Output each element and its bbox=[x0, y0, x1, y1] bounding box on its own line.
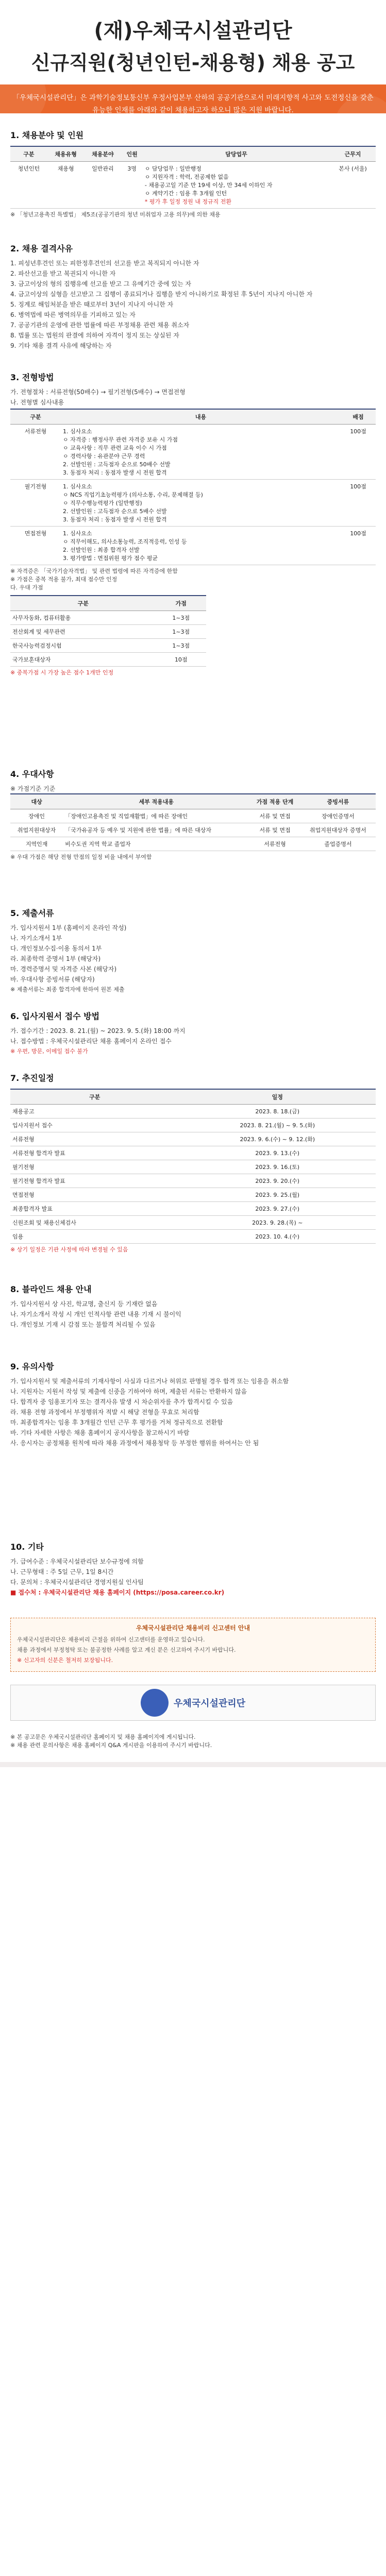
list-item: 가. 입사지원서 상 사진, 학교명, 출신지 등 기재란 없음 bbox=[10, 1300, 158, 1308]
application-method: 나. 접수방법 : 우체국시설관리단 채용 홈페이지 온라인 접수 bbox=[10, 1038, 172, 1045]
table-cell: 2023. 9. 25.(월) bbox=[179, 1188, 376, 1202]
table-cell: 장애인증명서 bbox=[300, 809, 376, 823]
table-header: 담당업무 bbox=[143, 146, 330, 162]
table-cell: 전산회계 및 세무관련 bbox=[10, 625, 156, 639]
table-cell: 필기전형 bbox=[10, 1160, 179, 1174]
table-cell: 100점 bbox=[341, 480, 376, 527]
content-line: 2. 선발인원 : 고득점자 순으로 5배수 선발 bbox=[63, 508, 167, 515]
table-cell: 지역인재 bbox=[10, 837, 63, 851]
org-logo-text: 우체국시설관리단 bbox=[173, 1698, 246, 1709]
intro-banner bbox=[0, 84, 386, 113]
title-line2 bbox=[0, 44, 386, 75]
table-cell: 임용 bbox=[10, 1230, 179, 1244]
table-cell: 일반관리 bbox=[85, 162, 122, 209]
table-cell: 최종합격자 발표 bbox=[10, 1202, 179, 1216]
table-row bbox=[10, 1105, 376, 1118]
list-item: 6. 병역법에 따른 병역의무를 기피하고 있는 자 bbox=[10, 311, 136, 318]
table-cell bbox=[61, 425, 341, 480]
table-cell: 채용공고 bbox=[10, 1105, 179, 1118]
table-header: 대상 bbox=[10, 794, 63, 809]
table-row bbox=[10, 425, 376, 480]
table-row bbox=[10, 1216, 376, 1230]
table-cell: 2023. 9. 20.(수) bbox=[179, 1174, 376, 1188]
section-note: ※ 우대 가점은 해당 전형 만점의 일정 비율 내에서 부여함 bbox=[10, 854, 152, 860]
list-item: 바. 기타 자세한 사항은 채용 홈페이지 공지사항을 참고하시기 바람 bbox=[10, 1429, 190, 1436]
table-cell: 10점 bbox=[156, 653, 207, 667]
selection-sub: 나. 전형별 심사내용 bbox=[10, 399, 64, 406]
content-line: ㅇ 직무수행능력평가 (일반행정) bbox=[63, 500, 142, 506]
table-cell: 2023. 8. 18.(금) bbox=[179, 1105, 376, 1118]
content-line: 2. 선발인원 : 고득점자 순으로 50배수 선발 bbox=[63, 461, 171, 468]
section-title: 6. 입사지원서 접수 방법 bbox=[10, 1011, 100, 1021]
section-title: 10. 기타 bbox=[10, 1542, 44, 1552]
table-cell: 2023. 9. 28.(목) ~ bbox=[179, 1216, 376, 1230]
infobox-title: 우체국시설관리단 채용비리 신고센터 안내 bbox=[136, 1624, 250, 1632]
preferences-table bbox=[10, 793, 376, 851]
table-header: 배점 bbox=[341, 409, 376, 425]
table-row bbox=[10, 823, 376, 837]
table-cell: 서류 및 면접 bbox=[249, 809, 300, 823]
list-item: 가. 입사지원서 1부 (홈페이지 온라인 작성) bbox=[10, 924, 127, 931]
table-cell: 서류 및 면접 bbox=[249, 823, 300, 837]
table-header: 일정 bbox=[179, 1089, 376, 1105]
section-note: ※ 자격증은 「국가기술자격법」 및 관련 법령에 따른 자격증에 한함 bbox=[10, 568, 178, 574]
table-cell: 필기전형 합격자 발표 bbox=[10, 1174, 179, 1188]
table-cell bbox=[61, 480, 341, 527]
list-item: 5. 징계로 해임처분을 받은 때로부터 3년이 지나지 아니한 자 bbox=[10, 301, 174, 308]
table-row bbox=[10, 1230, 376, 1244]
list-item: 바. 우대사항 증빙서류 (해당자) bbox=[10, 976, 95, 983]
list-item: 7. 공공기관의 운영에 관한 법률에 따른 부정채용 관련 채용 취소자 bbox=[10, 321, 190, 329]
duty-line: ㅇ 담당업무 : 일반행정 bbox=[144, 165, 202, 172]
table-header: 채용분야 bbox=[85, 146, 122, 162]
section-title: 7. 추진일정 bbox=[10, 1073, 54, 1083]
table-header: 구분 bbox=[10, 146, 47, 162]
table-cell: 2023. 9. 13.(수) bbox=[179, 1146, 376, 1160]
table-cell: 서류전형 합격자 발표 bbox=[10, 1146, 179, 1160]
content-line: 1. 심사요소 bbox=[63, 428, 92, 435]
table-cell: 2023. 8. 21.(월) ~ 9. 5.(화) bbox=[179, 1118, 376, 1132]
table-cell bbox=[61, 527, 341, 565]
footer-notes bbox=[10, 1731, 376, 1750]
duty-line: * 평가 후 일정 정원 내 정규직 전환 bbox=[144, 198, 231, 205]
table-cell: 2023. 9. 27.(수) bbox=[179, 1202, 376, 1216]
table-cell: 면접전형 bbox=[10, 1188, 179, 1202]
table-row bbox=[10, 1160, 376, 1174]
table-cell bbox=[143, 162, 330, 209]
table-row bbox=[10, 625, 206, 639]
section-title: 3. 전형방법 bbox=[10, 372, 54, 382]
section-precautions bbox=[10, 1360, 376, 1449]
section-others bbox=[10, 1540, 376, 1599]
footer-divider bbox=[0, 1762, 386, 1767]
section-note: ※ 중복가점 시 가장 높은 점수 1개만 인정 bbox=[10, 669, 114, 676]
selection-table bbox=[10, 409, 376, 565]
section-positions bbox=[10, 129, 376, 219]
table-cell: 서류전형 bbox=[10, 425, 61, 480]
table-row bbox=[10, 1118, 376, 1132]
table-row bbox=[10, 1132, 376, 1146]
section-note: ※ 제출서류는 최종 합격자에 한하여 원본 제출 bbox=[10, 986, 125, 993]
section-note: ※ 「청년고용촉진 특별법」 제5조(공공기관의 청년 미취업자 고용 의무)에 의한 채용 bbox=[10, 211, 221, 218]
list-item: 사. 응시자는 공정채용 원칙에 따라 채용 과정에서 채용청탁 등 부정한 행위를 하여서는 안 됨 bbox=[10, 1439, 259, 1447]
table-cell: 100점 bbox=[341, 527, 376, 565]
table-cell: 「국가유공자 등 예우 및 지원에 관한 법률」에 따른 대상자 bbox=[63, 823, 249, 837]
table-row bbox=[10, 1174, 376, 1188]
section-blind bbox=[10, 1283, 376, 1331]
list-item: 가. 입사지원서 및 제출서류의 기재사항이 사실과 다르거나 허위로 판명될 경우 합격 또는 임용을 취소함 bbox=[10, 1378, 289, 1385]
table-header: 구분 bbox=[10, 409, 61, 425]
footer-note: ※ 채용 관련 문의사항은 채용 홈페이지 Q&A 게시판을 이용하여 주시기 바랍니다. bbox=[10, 1742, 212, 1749]
section-note: ※ 상기 일정은 기관 사정에 따라 변경될 수 있음 bbox=[10, 1246, 128, 1253]
table-cell: 2023. 9. 16.(토) bbox=[179, 1160, 376, 1174]
content-line: ㅇ 교육사항 : 직무 관련 교육 이수 시 가점 bbox=[63, 445, 167, 451]
application-url-highlight[interactable]: ■ 접수처 : 우체국시설관리단 채용 홈페이지 (https://posa.career.co.kr) bbox=[10, 1589, 225, 1596]
title-line2-post: ) 채용 공고 bbox=[256, 52, 355, 74]
selection-flow: 가. 전형절차 : 서류전형(50배수) → 필기전형(5배수) → 면접전형 bbox=[10, 388, 186, 396]
list-item: 8. 법률 또는 법원의 판결에 의하여 자격이 정지 또는 상실된 자 bbox=[10, 332, 179, 339]
table-row bbox=[10, 1202, 376, 1216]
list-item: 다. 개인정보수집·이용 동의서 1부 bbox=[10, 945, 102, 952]
duty-line: ㅇ 지원자격 : 학력, 전공제한 없음 bbox=[144, 174, 229, 180]
content-line: ㅇ 직무이해도, 의사소통능력, 조직적응력, 인성 등 bbox=[63, 538, 187, 545]
list-item: 가. 급여수준 : 우체국시설관리단 보수규정에 의함 bbox=[10, 1558, 144, 1565]
table-header: 근무지 bbox=[330, 146, 376, 162]
table-header: 세부 적용내용 bbox=[63, 794, 249, 809]
table-cell: 2023. 10. 4.(수) bbox=[179, 1230, 376, 1244]
table-cell: 1~3점 bbox=[156, 611, 207, 625]
title-line1: (재)우체국시설관리단 bbox=[94, 19, 292, 43]
table-cell: 사무자동화, 컴퓨터활용 bbox=[10, 611, 156, 625]
table-header: 채용유형 bbox=[47, 146, 85, 162]
table-cell: 청년인턴 bbox=[10, 162, 47, 209]
positions-table bbox=[10, 146, 376, 209]
content-line: ㅇ 경력사항 : 유관분야 근무 경력 bbox=[63, 453, 145, 460]
table-cell: 서류전형 bbox=[10, 1132, 179, 1146]
section-disqualifications bbox=[10, 242, 376, 352]
report-center-box bbox=[10, 1618, 376, 1672]
title-line2-paren: 청년인턴-채용형 bbox=[115, 52, 257, 74]
section-preferences bbox=[10, 768, 376, 861]
table-header: 내용 bbox=[61, 409, 341, 425]
content-line: ㅇ 자격증 : 행정사무 관련 자격증 보유 시 가점 bbox=[63, 436, 178, 443]
section-title: 9. 유의사항 bbox=[10, 1362, 54, 1371]
table-header: 구분 bbox=[10, 596, 156, 611]
list-item: 나. 근무형태 : 주 5일 근무, 1일 8시간 bbox=[10, 1568, 114, 1575]
table-row bbox=[10, 162, 376, 209]
title-line2-pre: 신규직원( bbox=[31, 52, 116, 74]
table-row bbox=[10, 1146, 376, 1160]
content-line: 3. 동점자 처리 : 동점자 발생 시 전원 합격 bbox=[63, 469, 167, 476]
list-item: 다. 개인정보 기재 시 감점 또는 불합격 처리될 수 있음 bbox=[10, 1321, 156, 1328]
infobox-line: ※ 신고자의 신분은 철저히 보장됩니다. bbox=[17, 1657, 113, 1664]
content-line: 2. 선발인원 : 최종 합격자 선발 bbox=[63, 547, 140, 553]
content-line: 1. 심사요소 bbox=[63, 530, 92, 537]
table-header: 구분 bbox=[10, 1089, 179, 1105]
table-cell: 취업지원대상자 bbox=[10, 823, 63, 837]
schedule-table bbox=[10, 1089, 376, 1244]
content-line: 1. 심사요소 bbox=[63, 483, 92, 490]
list-item: 다. 문의처 : 우체국시설관리단 경영지원실 인사팀 bbox=[10, 1579, 144, 1586]
section-title: 5. 제출서류 bbox=[10, 908, 54, 918]
section-title: 1. 채용분야 및 인원 bbox=[10, 130, 84, 140]
table-row bbox=[10, 480, 376, 527]
section-title: 8. 블라인드 채용 안내 bbox=[10, 1284, 92, 1294]
list-item: 다. 합격자 중 임용포기자 또는 결격사유 발생 시 차순위자를 추가 합격시킬 수 있음 bbox=[10, 1398, 233, 1405]
table-row bbox=[10, 611, 206, 625]
banner-circle-decoration bbox=[0, 84, 46, 113]
table-cell: 면접전형 bbox=[10, 527, 61, 565]
table-cell: 본사 (서울) bbox=[330, 162, 376, 209]
table-cell: 비수도권 지역 학교 졸업자 bbox=[63, 837, 249, 851]
table-row bbox=[10, 837, 376, 851]
table-cell: 한국사능력검정시험 bbox=[10, 639, 156, 653]
bonus-table bbox=[10, 595, 206, 667]
list-item: 3. 금고이상의 형의 집행유예 선고를 받고 그 유예기간 중에 있는 자 bbox=[10, 280, 191, 287]
banner-text: 「우체국시설관리단」은 과학기술정보통신부 우정사업본부 산하의 공공기관으로서 미래지향적 사고와 도전정신을 갖춘 유능한 인재를 아래와 같이 채용하고자 하오니 많은 지원 바랍니다. bbox=[12, 94, 374, 113]
notice-header bbox=[0, 0, 386, 113]
table-header: 가점 적용 단계 bbox=[249, 794, 300, 809]
table-cell: 1~3점 bbox=[156, 639, 207, 653]
section-selection bbox=[10, 371, 376, 677]
table-cell: 입사지원서 접수 bbox=[10, 1118, 179, 1132]
section-documents bbox=[10, 907, 376, 995]
table-cell: 서류전형 bbox=[249, 837, 300, 851]
section-title: 4. 우대사항 bbox=[10, 769, 54, 779]
section-application bbox=[10, 1010, 376, 1057]
footer-note: ※ 본 공고문은 우체국시설관리단 홈페이지 및 채용 홈페이지에 게시됩니다. bbox=[10, 1734, 196, 1740]
section-note: ※ 가점은 중복 적용 불가, 최대 점수만 인정 bbox=[10, 576, 118, 583]
table-header: 인원 bbox=[121, 146, 143, 162]
table-cell: 3명 bbox=[121, 162, 143, 209]
list-item: 마. 최종합격자는 임용 후 3개월간 인턴 근무 후 평가를 거쳐 정규직으로 전환함 bbox=[10, 1419, 223, 1426]
list-item: 라. 최종학력 증명서 1부 (해당자) bbox=[10, 955, 101, 962]
table-row bbox=[10, 809, 376, 823]
list-item: 라. 채용 전형 과정에서 부정행위자 적발 시 해당 전형을 무효로 처리함 bbox=[10, 1409, 199, 1416]
duty-line: - 채용공고일 기준 만 19세 이상, 만 34세 이하인 자 bbox=[144, 182, 273, 189]
table-row bbox=[10, 639, 206, 653]
table-row bbox=[10, 527, 376, 565]
list-item: 나. 자기소개서 1부 bbox=[10, 935, 62, 942]
table-row bbox=[10, 1188, 376, 1202]
table-cell: 100점 bbox=[341, 425, 376, 480]
content-line: ㅇ NCS 직업기초능력평가 (의사소통, 수리, 문제해결 등) bbox=[63, 492, 203, 498]
table-cell: 장애인 bbox=[10, 809, 63, 823]
table-cell: 신원조회 및 채용신체검사 bbox=[10, 1216, 179, 1230]
section-note: ※ 우편, 방문, 이메일 접수 불가 bbox=[10, 1048, 88, 1055]
section-note: 다. 우대 가점 bbox=[10, 584, 43, 591]
table-cell: 1~3점 bbox=[156, 625, 207, 639]
org-logo-icon bbox=[141, 1689, 169, 1717]
list-item: 나. 지원자는 지원서 작성 및 제출에 신중을 기하여야 하며, 제출된 서류는 반환하지 않음 bbox=[10, 1388, 247, 1395]
table-cell: 2023. 9. 6.(수) ~ 9. 12.(화) bbox=[179, 1132, 376, 1146]
list-item: 나. 자기소개서 작성 시 개인 인적사항 관련 내용 기재 시 불이익 bbox=[10, 1311, 181, 1318]
list-item: 마. 경력증명서 및 자격증 사본 (해당자) bbox=[10, 965, 117, 973]
table-header: 가점 bbox=[156, 596, 207, 611]
content-line: 3. 평가방법 : 면접위원 평가 점수 평균 bbox=[63, 555, 158, 562]
list-item: 2. 파산선고를 받고 복권되지 아니한 자 bbox=[10, 270, 116, 277]
list-item: 4. 금고이상의 실형을 선고받고 그 집행이 종료되거나 집행을 받지 아니하기로 확정된 후 5년이 지나지 아니한 자 bbox=[10, 291, 313, 298]
table-cell: 필기전형 bbox=[10, 480, 61, 527]
content-line: 3. 동점자 처리 : 동점자 발생 시 전원 합격 bbox=[63, 516, 167, 523]
table-cell: 졸업증명서 bbox=[300, 837, 376, 851]
table-cell: 취업지원대상자 증명서 bbox=[300, 823, 376, 837]
table-cell: 국가보훈대상자 bbox=[10, 653, 156, 667]
list-item: 9. 기타 채용 결격 사유에 해당하는 자 bbox=[10, 342, 112, 349]
application-period: 가. 접수기간 : 2023. 8. 21.(월) ~ 2023. 9. 5.(화) 18:00 까지 bbox=[10, 1027, 186, 1035]
section-title: 2. 채용 결격사유 bbox=[10, 244, 73, 253]
infobox-line: 채용 과정에서 부정청탁 또는 불공정한 사례를 알고 계신 분은 신고하여 주시기 바랍니다. bbox=[17, 1647, 236, 1653]
table-row bbox=[10, 653, 206, 667]
list-item: 1. 피성년후견인 또는 피한정후견인의 선고를 받고 복직되지 아니한 자 bbox=[10, 260, 199, 267]
table-header: 증빙서류 bbox=[300, 794, 376, 809]
section-sub: ※ 가점기준 기준 bbox=[10, 785, 56, 792]
footer-logo-area bbox=[10, 1685, 376, 1721]
infobox-line: 우체국시설관리단은 채용비리 근절을 위하여 신고센터를 운영하고 있습니다. bbox=[17, 1636, 205, 1643]
duty-line: ㅇ 계약기간 : 임용 후 3개월 인턴 bbox=[144, 190, 227, 197]
section-schedule bbox=[10, 1072, 376, 1254]
table-cell: 「장애인고용촉진 및 직업재활법」에 따른 장애인 bbox=[63, 809, 249, 823]
table-cell: 채용형 bbox=[47, 162, 85, 209]
